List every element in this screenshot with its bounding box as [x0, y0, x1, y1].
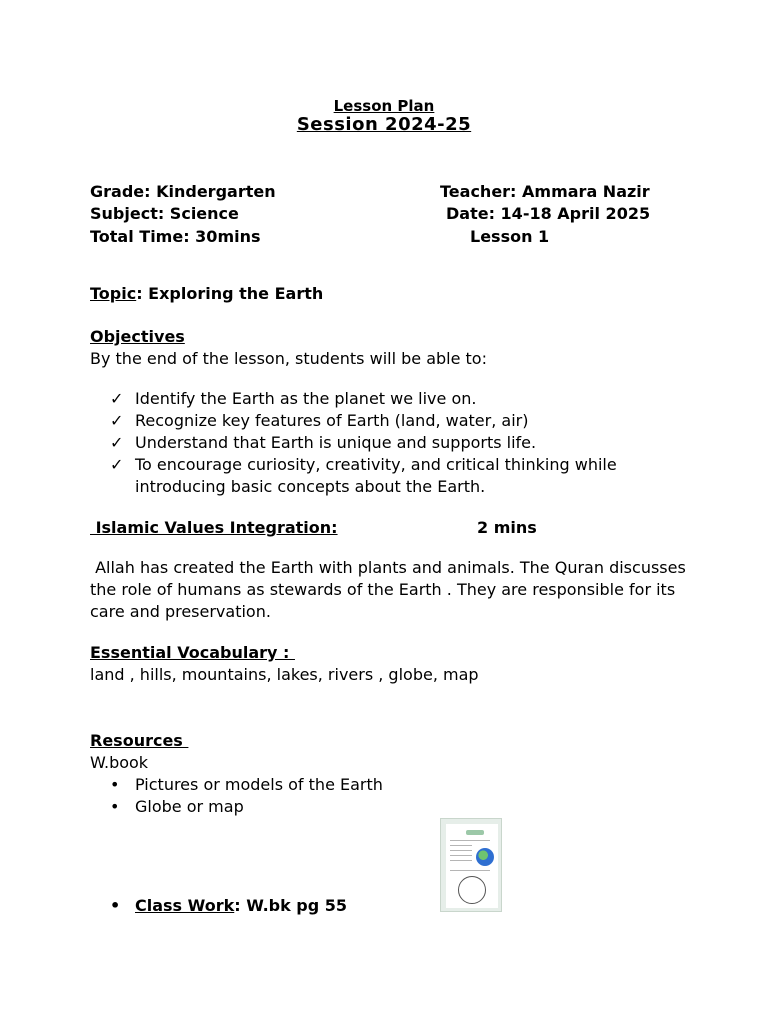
list-item: ✓ Identify the Earth as the planet we live on. — [110, 389, 477, 408]
topic-text: : Exploring the Earth — [136, 284, 324, 303]
text-line — [450, 855, 472, 856]
grade-label: Grade: Kindergarten — [90, 182, 276, 201]
list-item: ✓ Understand that Earth is unique and supports life. — [110, 433, 537, 452]
date-label: Date: 14-18 April 2025 — [446, 204, 651, 223]
bullet-icon: • — [110, 775, 120, 794]
list-item — [110, 895, 510, 917]
objectives-heading: Objectives — [90, 327, 185, 346]
bullet-icon: • — [110, 797, 120, 816]
bullet-icon: • — [110, 896, 121, 915]
classwork-text: : W.bk pg 55 — [234, 896, 348, 915]
check-icon: ✓ — [110, 433, 124, 452]
teacher-label: Teacher: Ammara Nazir — [440, 182, 650, 201]
classwork-label: Class Work — [135, 896, 235, 915]
text-line — [450, 860, 472, 861]
lesson-number: Lesson 1 — [470, 227, 550, 246]
resources-list — [110, 774, 510, 818]
session-title: Session 2024-25 — [296, 114, 472, 135]
topic-label: Topic — [90, 284, 137, 303]
vocabulary-heading: Essential Vocabulary : — [90, 643, 295, 662]
islamic-values-heading: Islamic Values Integration: — [90, 518, 338, 537]
text-line — [450, 840, 490, 841]
resources-workbook: W.book — [90, 753, 149, 772]
text-line — [450, 850, 472, 851]
total-time-label: Total Time: 30mins — [90, 227, 261, 246]
list-item: • Pictures or models of the Earth — [110, 775, 383, 794]
list-item: ✓ To encourage curiosity, creativity, and critical thinking while introducing basic concepts about the Earth. — [110, 455, 617, 496]
vocabulary-text: land , hills, mountains, lakes, rivers , globe, map — [90, 665, 479, 684]
list-item: ✓ Recognize key features of Earth (land, water, air) — [110, 411, 529, 430]
classwork-list — [110, 895, 510, 917]
document-title: Lesson Plan — [333, 97, 435, 115]
page-heading-tag — [466, 830, 484, 835]
check-icon: ✓ — [110, 455, 124, 474]
list-item: • Globe or map — [110, 797, 244, 816]
objectives-intro: By the end of the lesson, students will be able to: — [90, 349, 487, 368]
topic-line — [90, 283, 323, 305]
check-icon: ✓ — [110, 411, 124, 430]
islamic-values-text: Allah has created the Earth with plants and animals. The Quran discusses the role of humans as stewards of the Earth . They are responsible for its care and preservation. — [90, 558, 691, 621]
earth-globe-icon — [476, 848, 494, 866]
objectives-list — [110, 388, 670, 498]
subject-label: Subject: Science — [90, 204, 239, 223]
resources-heading: Resources — [90, 731, 189, 750]
islamic-values-time: 2 mins — [477, 518, 537, 537]
text-line — [450, 845, 472, 846]
check-icon: ✓ — [110, 389, 124, 408]
text-line — [450, 870, 490, 871]
